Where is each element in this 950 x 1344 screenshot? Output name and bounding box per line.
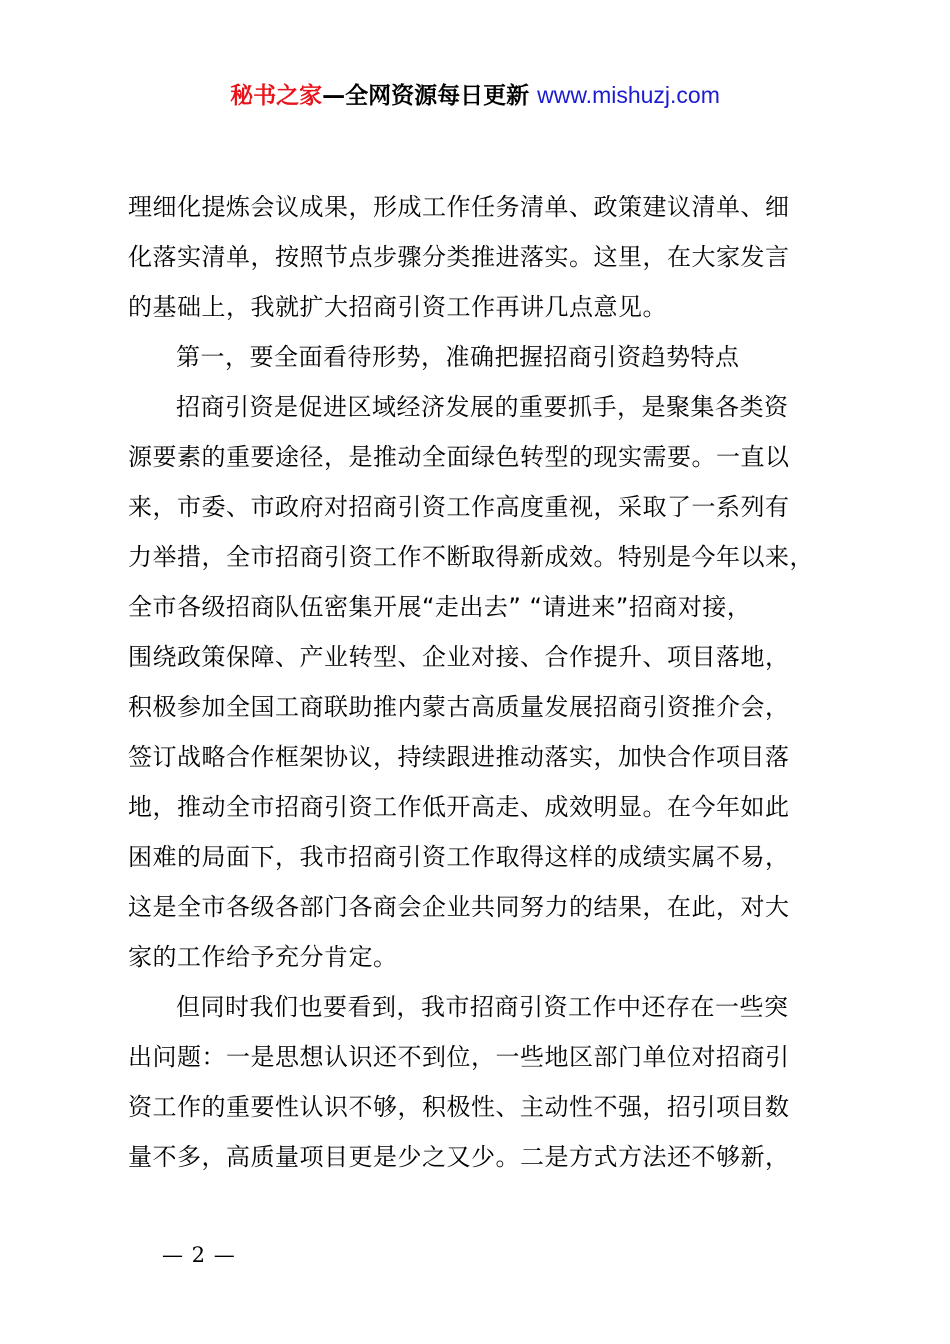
text-line: 第一，要全面看待形势，准确把握招商引资趋势特点	[176, 343, 740, 371]
text-line: 理细化提炼会议成果，形成工作任务清单、政策建议清单、细	[128, 193, 790, 221]
text-line: 但同时我们也要看到，我市招商引资工作中还存在一些突	[176, 993, 789, 1021]
paragraph-1	[128, 182, 848, 332]
text-line: 资工作的重要性认识不够，积极性、主动性不强，招引项目数	[128, 1093, 790, 1121]
header-tagline: —全网资源每日更新	[322, 83, 538, 109]
text-line: 家的工作给予充分肯定。	[128, 943, 398, 971]
brand-name: 秘书之家	[230, 83, 323, 109]
text-line: 这是全市各级各部门各商会企业共同努力的结果，在此，对大	[128, 893, 790, 921]
text-line: 源要素的重要途径，是推动全面绿色转型的现实需要。一直以	[128, 443, 790, 471]
text-line: 围绕政策保障、产业转型、企业对接、合作提升、项目落地，	[128, 643, 790, 671]
document-body	[128, 182, 848, 1182]
paragraph-3	[128, 382, 848, 982]
page-number: — 2 —	[162, 1243, 236, 1267]
text-line: 力举措，全市招商引资工作不断取得新成效。特别是今年以来，	[128, 543, 814, 571]
paragraph-4	[128, 982, 848, 1182]
text-line: 化落实清单，按照节点步骤分类推进落实。这里，在大家发言	[128, 243, 790, 271]
page-header	[0, 78, 950, 113]
text-line: 量不多，高质量项目更是少之又少。二是方式方法还不够新，	[128, 1143, 790, 1171]
text-line: 困难的局面下，我市招商引资工作取得这样的成绩实属不易，	[128, 843, 790, 871]
text-line: 的基础上，我就扩大招商引资工作再讲几点意见。	[128, 293, 667, 321]
section-heading	[128, 332, 848, 382]
text-line: 来，市委、市政府对招商引资工作高度重视，采取了一系列有	[128, 493, 790, 521]
text-line: 全市各级招商队伍密集开展“走出去” “请进来”招商对接，	[128, 593, 752, 621]
text-line: 地，推动全市招商引资工作低开高走、成效明显。在今年如此	[128, 793, 790, 821]
text-line: 签订战略合作框架协议，持续跟进推动落实，加快合作项目落	[128, 743, 790, 771]
text-line: 招商引资是促进区域经济发展的重要抓手，是聚集各类资	[176, 393, 789, 421]
text-line: 积极参加全国工商联助推内蒙古高质量发展招商引资推介会，	[128, 693, 790, 721]
text-line: 出问题：一是思想认识还不到位，一些地区部门单位对招商引	[128, 1043, 790, 1071]
header-website-link[interactable]: www.mishuzj.com	[537, 82, 720, 108]
